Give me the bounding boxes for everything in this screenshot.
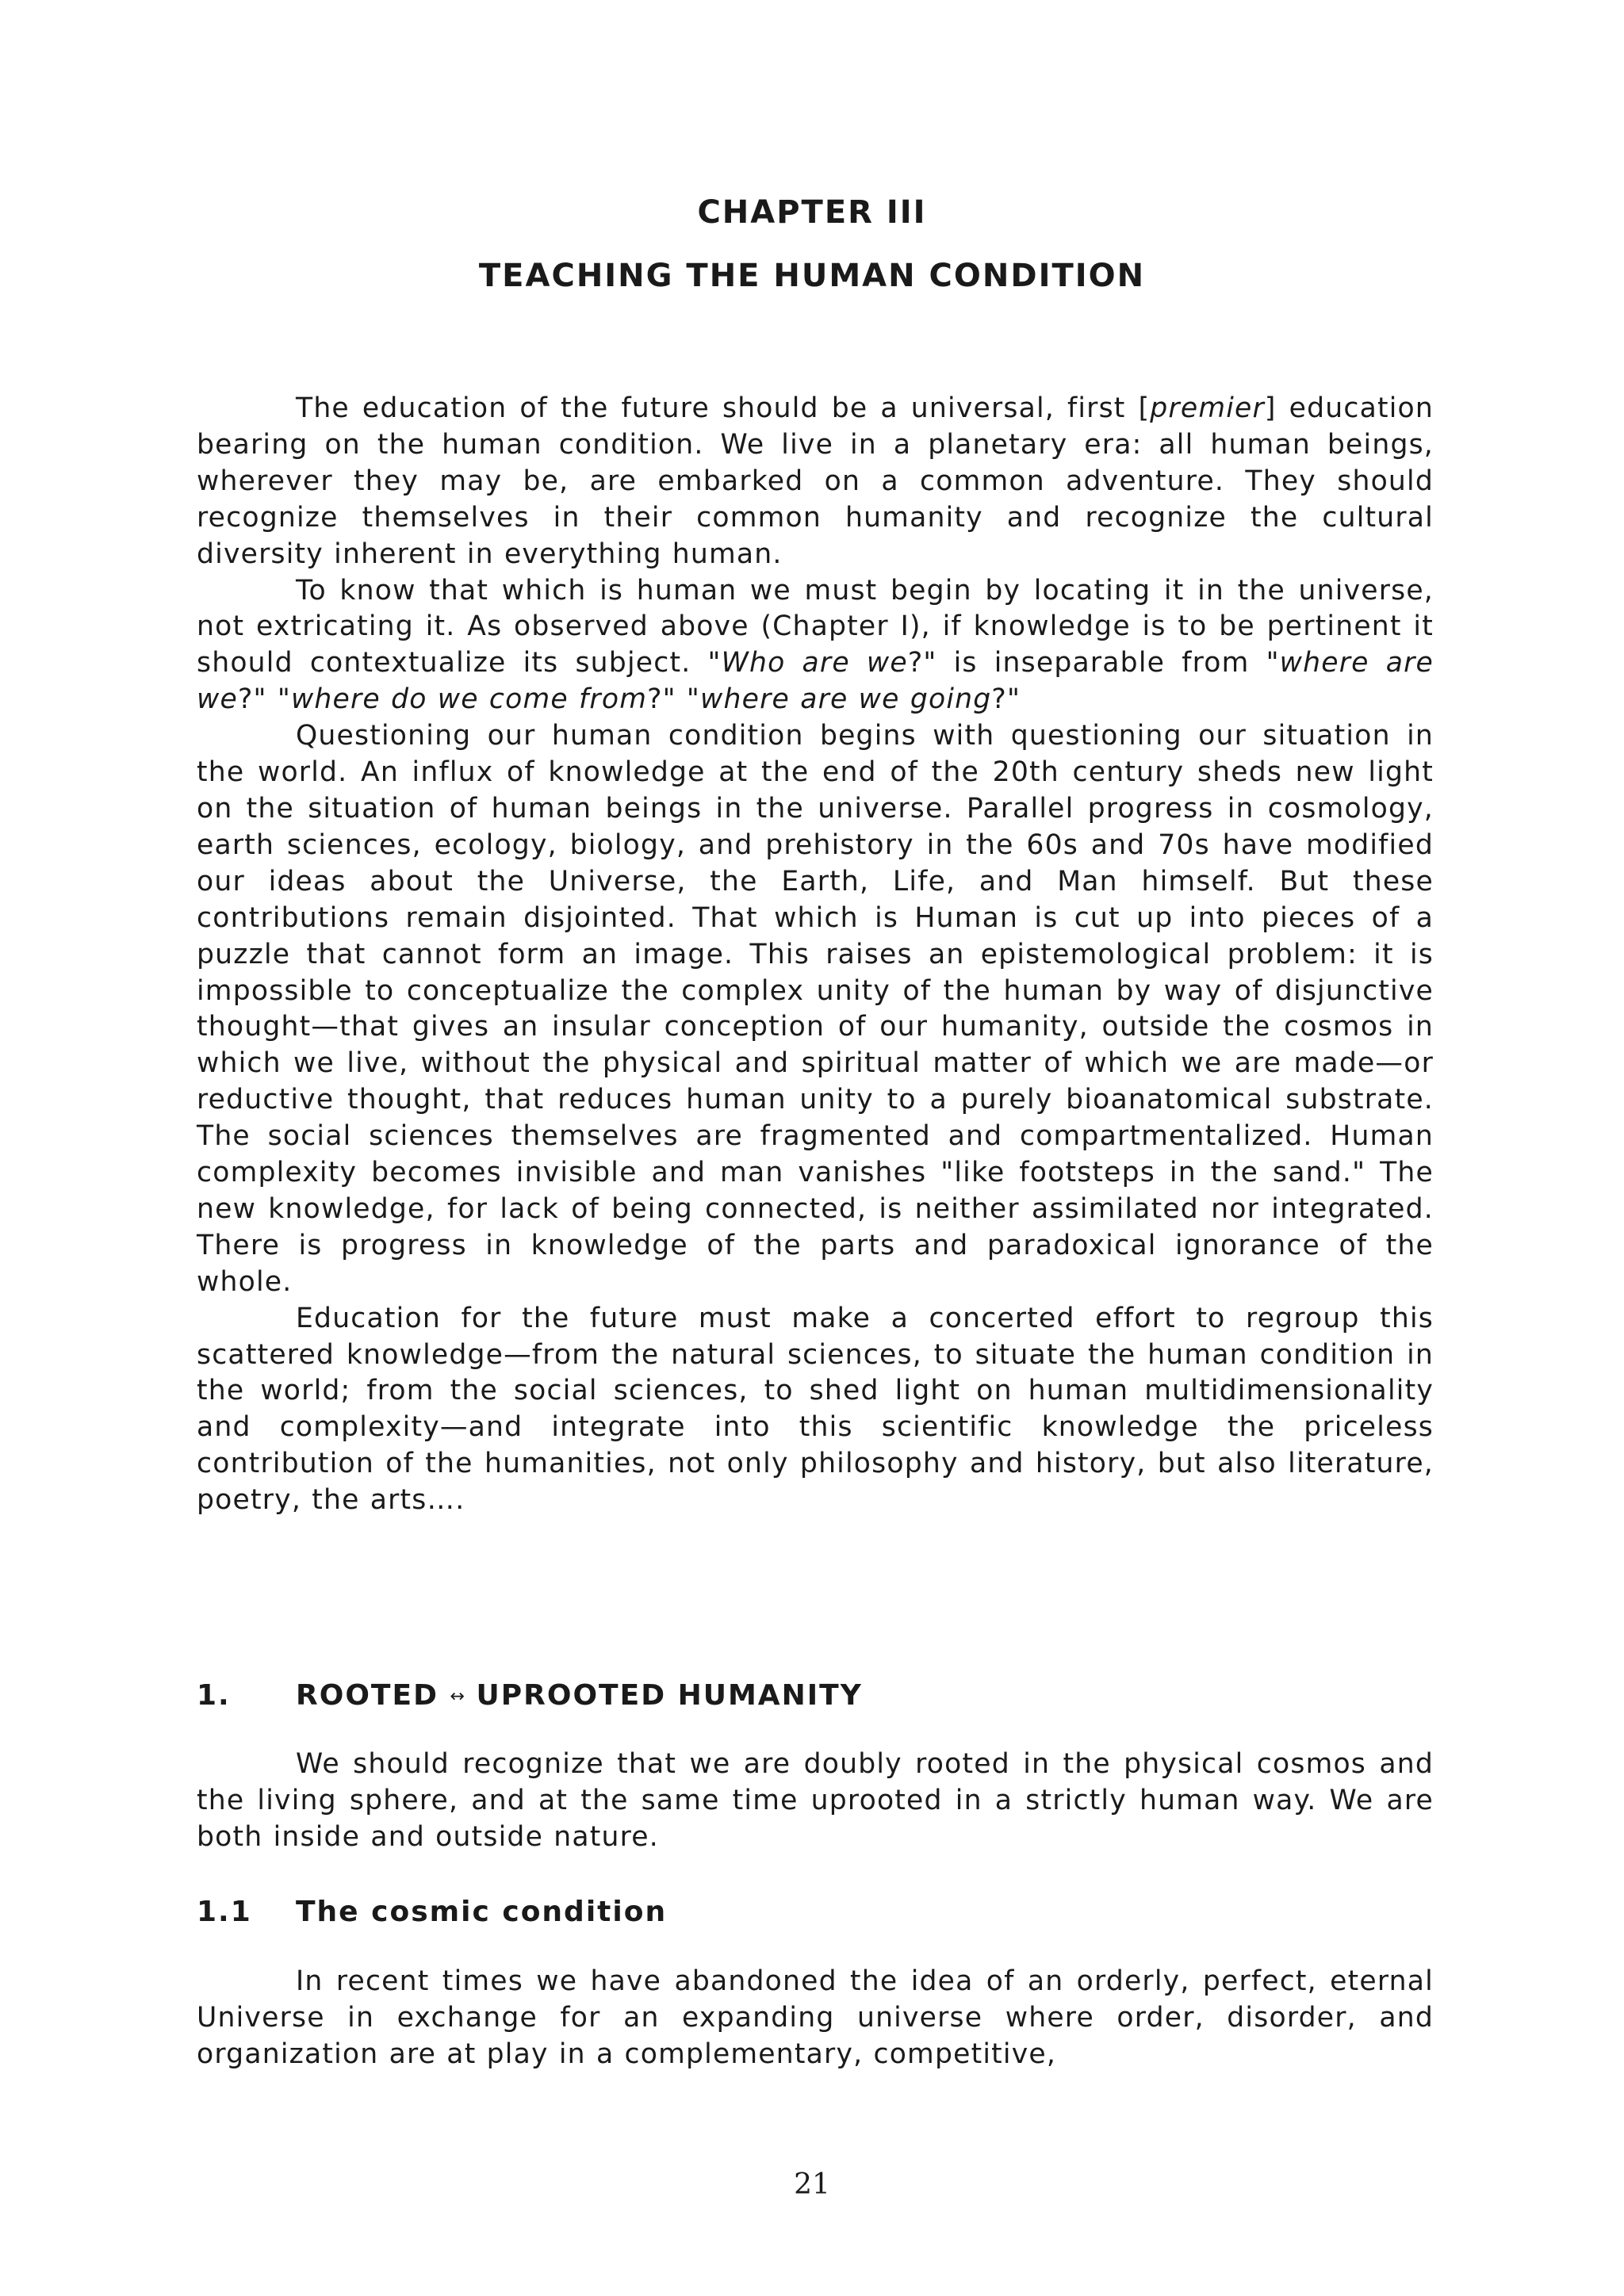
paragraph-4: Education for the future must make a concerted effort to regroup this scattered knowledge—from the natural sciences, to situate the human condition in the world; from the social sciences, to shed light on human multidimensionality and complexity—and integrate into this scientific knowledge the priceless contribution of the humanities, not only philosophy and history, but also literature, poetry, the arts….: [197, 1302, 1434, 1517]
section-1-1-text: [197, 1964, 1434, 2073]
section-1-1-paragraph: In recent times we have abandoned the idea of an orderly, perfect, eternal Universe in exchange for an expanding universe where order, disorder, and organization are at play in a complementary, competitive,: [197, 1965, 1434, 2070]
paragraph-2: To know that which is human we must begin by locating it in the universe, not extricating it. As observed above (Chapter I), if knowledge is to be pertinent it should contextualize its subject. "Who are we?" is inseparable from "where are we?" "where do we come from?" "where are we going?": [197, 574, 1434, 716]
paragraph-3: Questioning our human condition begins with questioning our situation in the world. An influx of knowledge at the end of the 20th century sheds new light on the situation of human beings in the universe. Parallel progress in cosmology, earth sciences, ecology, biology, and prehistory in the 60s and 70s have modified our ideas about the Universe, the Earth, Life, and Man himself. But these contributions remain disjointed. That which is Human is cut up into pieces of a puzzle that cannot form an image. This raises an epistemological problem: it is impossible to conceptualize the complex unity of the human by way of disjunctive thought—that gives an insular conception of our humanity, outside the cosmos in which we live, without the physical and spiritual matter of which we are made—or reductive thought, that reduces human unity to a purely bioanatomical substrate. The social sciences themselves are fragmented and compartmentalized. Human complexity becomes invisible and man vanishes "like footsteps in the sand." The new knowledge, for lack of being connected, is neither assimilated nor integrated. There is progress in knowledge of the parts and paradoxical ignorance of the whole.: [197, 720, 1434, 1298]
section-1-1-heading: [197, 1896, 667, 1928]
section-1-title-a: ROOTED: [296, 1679, 439, 1712]
paragraph-1: The education of the future should be a universal, first [premier] education bearing on the human condition. We live in a planetary era: all human beings, wherever they may be, are embarked on a common adventure. They should recognize themselves in their common humanity and recognize the cultural diversity inherent in everything human.: [197, 392, 1434, 570]
section-1-title-b: UPROOTED HUMANITY: [476, 1679, 863, 1712]
chapter-title: TEACHING THE HUMAN CONDITION: [478, 258, 1146, 294]
page-number: 21: [794, 2168, 830, 2201]
intro-text: [197, 391, 1434, 1519]
section-1-text: [197, 1747, 1434, 1856]
section-1-1-title: The cosmic condition: [296, 1896, 668, 1928]
section-1-paragraph: We should recognize that we are doubly rooted in the physical cosmos and the living sphere, and at the same time uprooted in a strictly human way. We are both inside and outside nature.: [197, 1748, 1434, 1853]
chapter-number: CHAPTER III: [697, 194, 927, 231]
section-1-number: 1.: [197, 1679, 231, 1712]
double-arrow-icon: ↔: [450, 1686, 465, 1707]
section-1-1-number: 1.1: [197, 1896, 252, 1928]
section-1-heading: [197, 1679, 863, 1712]
